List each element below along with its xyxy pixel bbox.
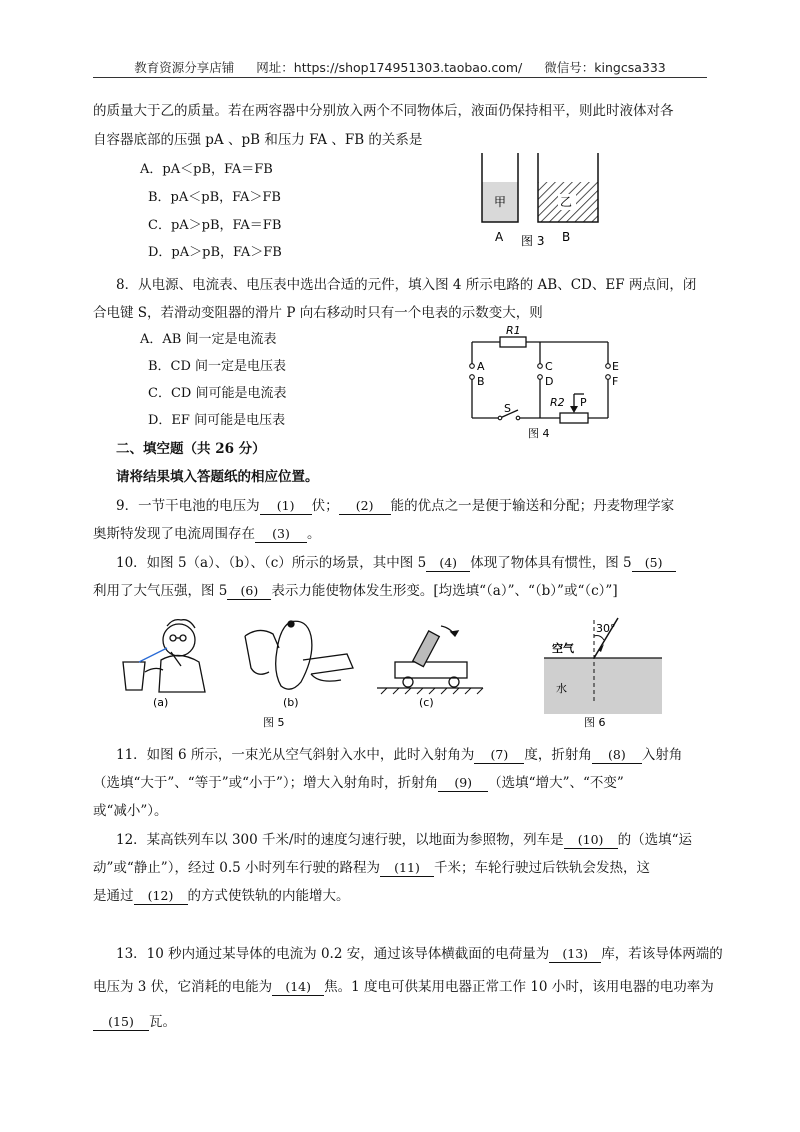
r2-label: R2 <box>550 396 565 409</box>
q8-option-d: D．EF 间可能是电压表 <box>148 413 286 428</box>
q11-line3: 或“减小”）。 <box>93 803 168 819</box>
header-shop: 教育资源分享店铺 <box>134 60 235 75</box>
q12-line3: 是通过 (12) 的方式使铁轨的内能增大。 <box>93 888 350 904</box>
water-label: 水 <box>556 682 567 695</box>
blank-9[interactable]: (9) <box>438 775 488 792</box>
figure-4-caption: 图 4 <box>528 427 550 440</box>
q13-line3: (15) 瓦。 <box>93 1012 176 1032</box>
blank-10[interactable]: (10) <box>564 832 618 849</box>
q10-line2: 利用了大气压强，图 5 (6) 表示力能使物体发生形变。[均选填“（a）”、“（b）”或“（c）”] <box>93 583 618 599</box>
point-a-label: A <box>477 360 485 373</box>
liquid-b-label: 乙 <box>560 195 573 209</box>
q7-option-b: B．pA＜pB，FA＞FB <box>148 190 281 205</box>
header-url[interactable]: 网址：https://shop174951303.taobao.com/ <box>256 60 523 75</box>
q11-line1: 11．如图 6 所示，一束光从空气斜射入水中，此时入射角为 (7) 度，折射角 (8) 入射角 <box>116 747 683 763</box>
point-e-label: E <box>612 360 619 373</box>
q12-line2: 动”或“静止”），经过 0.5 小时列车行驶的路程为 (11) 千米；车轮行驶过后铁轨会发热，这 <box>93 860 651 876</box>
figure-5-caption: 图 5 <box>263 716 285 729</box>
q7-option-c: C．pA＞pB，FA＝FB <box>148 218 282 233</box>
q7-line1: 的质量大于乙的质量。若在两容器中分别放入两个不同物体后，液面仍保持相平，则此时液体对各 <box>93 103 674 119</box>
figure-5b-label: (b) <box>283 696 299 709</box>
blank-11[interactable]: (11) <box>380 860 434 877</box>
point-d-label: D <box>545 375 554 388</box>
blank-6[interactable]: (6) <box>227 583 271 600</box>
figure-3 <box>470 148 610 248</box>
q7-option-d: D．pA＞pB，FA＞FB <box>148 245 282 260</box>
angle-arc <box>594 636 604 641</box>
air-label: 空气 <box>552 642 574 655</box>
blank-3[interactable]: (3) <box>255 526 307 543</box>
blank-13[interactable]: (13) <box>549 946 601 963</box>
header-divider <box>93 77 707 78</box>
blank-15[interactable]: (15) <box>93 1014 149 1031</box>
header-wechat: 微信号：kingcsa333 <box>544 60 666 75</box>
r1-label: R1 <box>506 324 521 337</box>
blank-1[interactable]: (1) <box>260 498 312 515</box>
page-header <box>0 58 800 76</box>
q13-line2: 电压为 3 伏，它消耗的电能为 (14) 焦。1 度电可供某用电器正常工作 10 小时，该用电器的电功率为 <box>93 979 714 995</box>
q8-option-b: B．CD 间一定是电压表 <box>148 359 287 374</box>
q9-line1: 9．一节干电池的电压为 (1) 伏； (2) 能的优点之一是便于输送和分配；丹麦物理学家 <box>116 498 675 514</box>
q10-line1: 10．如图 5（a）、（b）、（c）所示的场景，其中图 5 (4) 体现了物体具有惯性，图 5 (5) <box>116 553 676 573</box>
blank-14[interactable]: (14) <box>272 979 324 996</box>
q13-line1: 13．10 秒内通过某导体的电流为 0.2 安，通过该导体横截面的电荷量为 (13) 库，若该导体两端的 <box>116 946 723 962</box>
figure-5b-drawing <box>245 621 353 689</box>
blank-5[interactable]: (5) <box>632 555 676 572</box>
q7-line2: 自容器底部的压强 pA 、pB 和压力 FA 、FB 的关系是 <box>93 132 423 148</box>
q7-option-a: A．pA＜pB，FA＝FB <box>140 162 273 177</box>
section2-instruction: 请将结果填入答题纸的相应位置。 <box>116 469 319 485</box>
figure-4 <box>460 322 630 444</box>
figure-5a-label: (a) <box>153 696 169 709</box>
figure-6-caption: 图 6 <box>584 716 606 729</box>
q11-line2: （选填“大于”、“等于”或“小于”）；增大入射角时，折射角 (9) （选填“增大”、“不变” <box>93 775 624 791</box>
figure-5a-drawing <box>123 620 205 692</box>
figure-6 <box>538 612 668 732</box>
switch-s-label: S <box>504 402 511 415</box>
q8-option-a: A．AB 间一定是电流表 <box>140 332 277 347</box>
blank-2[interactable]: (2) <box>339 498 391 515</box>
container-a-label: A <box>495 230 504 244</box>
blank-4[interactable]: (4) <box>426 555 470 572</box>
figure-5c-label: (c) <box>419 696 434 709</box>
container-b-label: B <box>562 230 571 244</box>
liquid-a-label: 甲 <box>494 195 507 209</box>
slider-p-label: P <box>580 396 587 409</box>
figure-3-caption: 图 3 <box>521 234 545 248</box>
angle-label: 30° <box>596 622 616 635</box>
q8-line1: 8．从电源、电流表、电压表中选出合适的元件，填入图 4 所示电路的 AB、CD、EF 两点间，闭 <box>116 277 697 293</box>
blank-8[interactable]: (8) <box>592 747 642 764</box>
figure-5c-ground <box>381 688 483 694</box>
point-c-label: C <box>545 360 553 373</box>
figure-5c-drawing <box>377 626 483 688</box>
point-f-label: F <box>612 375 619 388</box>
section2-title: 二、填空题（共 26 分） <box>116 441 266 457</box>
figure-5 <box>115 612 495 732</box>
q8-option-c: C．CD 间可能是电流表 <box>148 386 287 401</box>
blank-7[interactable]: (7) <box>474 747 524 764</box>
blank-12[interactable]: (12) <box>134 888 188 905</box>
q9-line2: 奥斯特发现了电流周围存在 (3) 。 <box>93 526 321 542</box>
q12-line1: 12．某高铁列车以 300 千米/时的速度匀速行驶，以地面为参照物，列车是 (10) 的（选填“运 <box>116 832 692 848</box>
point-b-label: B <box>477 375 485 388</box>
q8-line2: 合电键 S，若滑动变阻器的滑片 P 向右移动时只有一个电表的示数变大，则 <box>93 305 543 321</box>
